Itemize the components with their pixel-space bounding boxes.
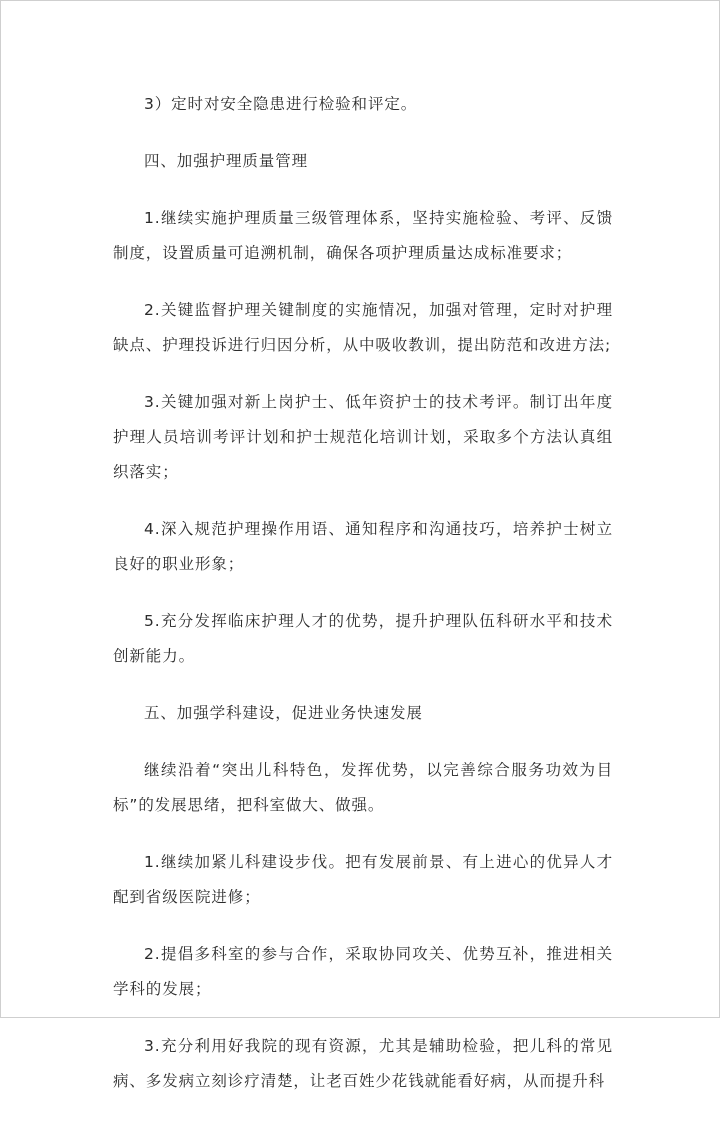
section-heading-discipline: 五、加强学科建设，促进业务快速发展 bbox=[144, 704, 423, 722]
paragraph-safety-inspection: 3）定时对安全隐患进行检验和评定。 bbox=[144, 95, 418, 113]
paragraph-cooperation: 2.提倡多科室的参与合作，采取协同攻关、优势互补，推进相关学科的发展； bbox=[113, 945, 613, 998]
paragraph-resource-use: 3.充分利用好我院的现有资源，尤其是辅助检验，把儿科的常见病、多发病立刻诊疗清楚，让老百姓少花钱就能看好病，从而提升科 bbox=[113, 1037, 613, 1090]
paragraph-standard-language: 4.深入规范护理操作用语、通知程序和沟通技巧，培养护士树立良好的职业形象； bbox=[113, 520, 613, 573]
paragraph-supervision: 2.关键监督护理关键制度的实施情况，加强对管理，定时对护理缺点、护理投诉进行归因分析，从中吸收教训，提出防范和改进方法; bbox=[113, 301, 613, 354]
paragraph-pediatrics-building: 1.继续加紧儿科建设步伐。把有发展前景、有上进心的优异人才配到省级医院进修； bbox=[113, 853, 613, 906]
section-heading-nursing-quality: 四、加强护理质量管理 bbox=[144, 152, 309, 170]
paragraph-training-assessment: 3.关键加强对新上岗护士、低年资护士的技术考评。制订出年度护理人员培训考评计划和护士规范化培训计划，采取多个方法认真组织落实； bbox=[113, 393, 613, 481]
paragraph-quality-system: 1.继续实施护理质量三级管理体系，坚持实施检验、考评、反馈制度，设置质量可追溯机制，确保各项护理质量达成标准要求； bbox=[113, 209, 613, 262]
paragraph-talent-advantage: 5.充分发挥临床护理人才的优势，提升护理队伍科研水平和技术创新能力。 bbox=[113, 612, 613, 665]
document-body bbox=[113, 87, 613, 1121]
paragraph-pediatrics-goal: 继续沿着“突出儿科特色，发挥优势，以完善综合服务功效为目标”的发展思绪，把科室做大、做强。 bbox=[113, 761, 613, 814]
